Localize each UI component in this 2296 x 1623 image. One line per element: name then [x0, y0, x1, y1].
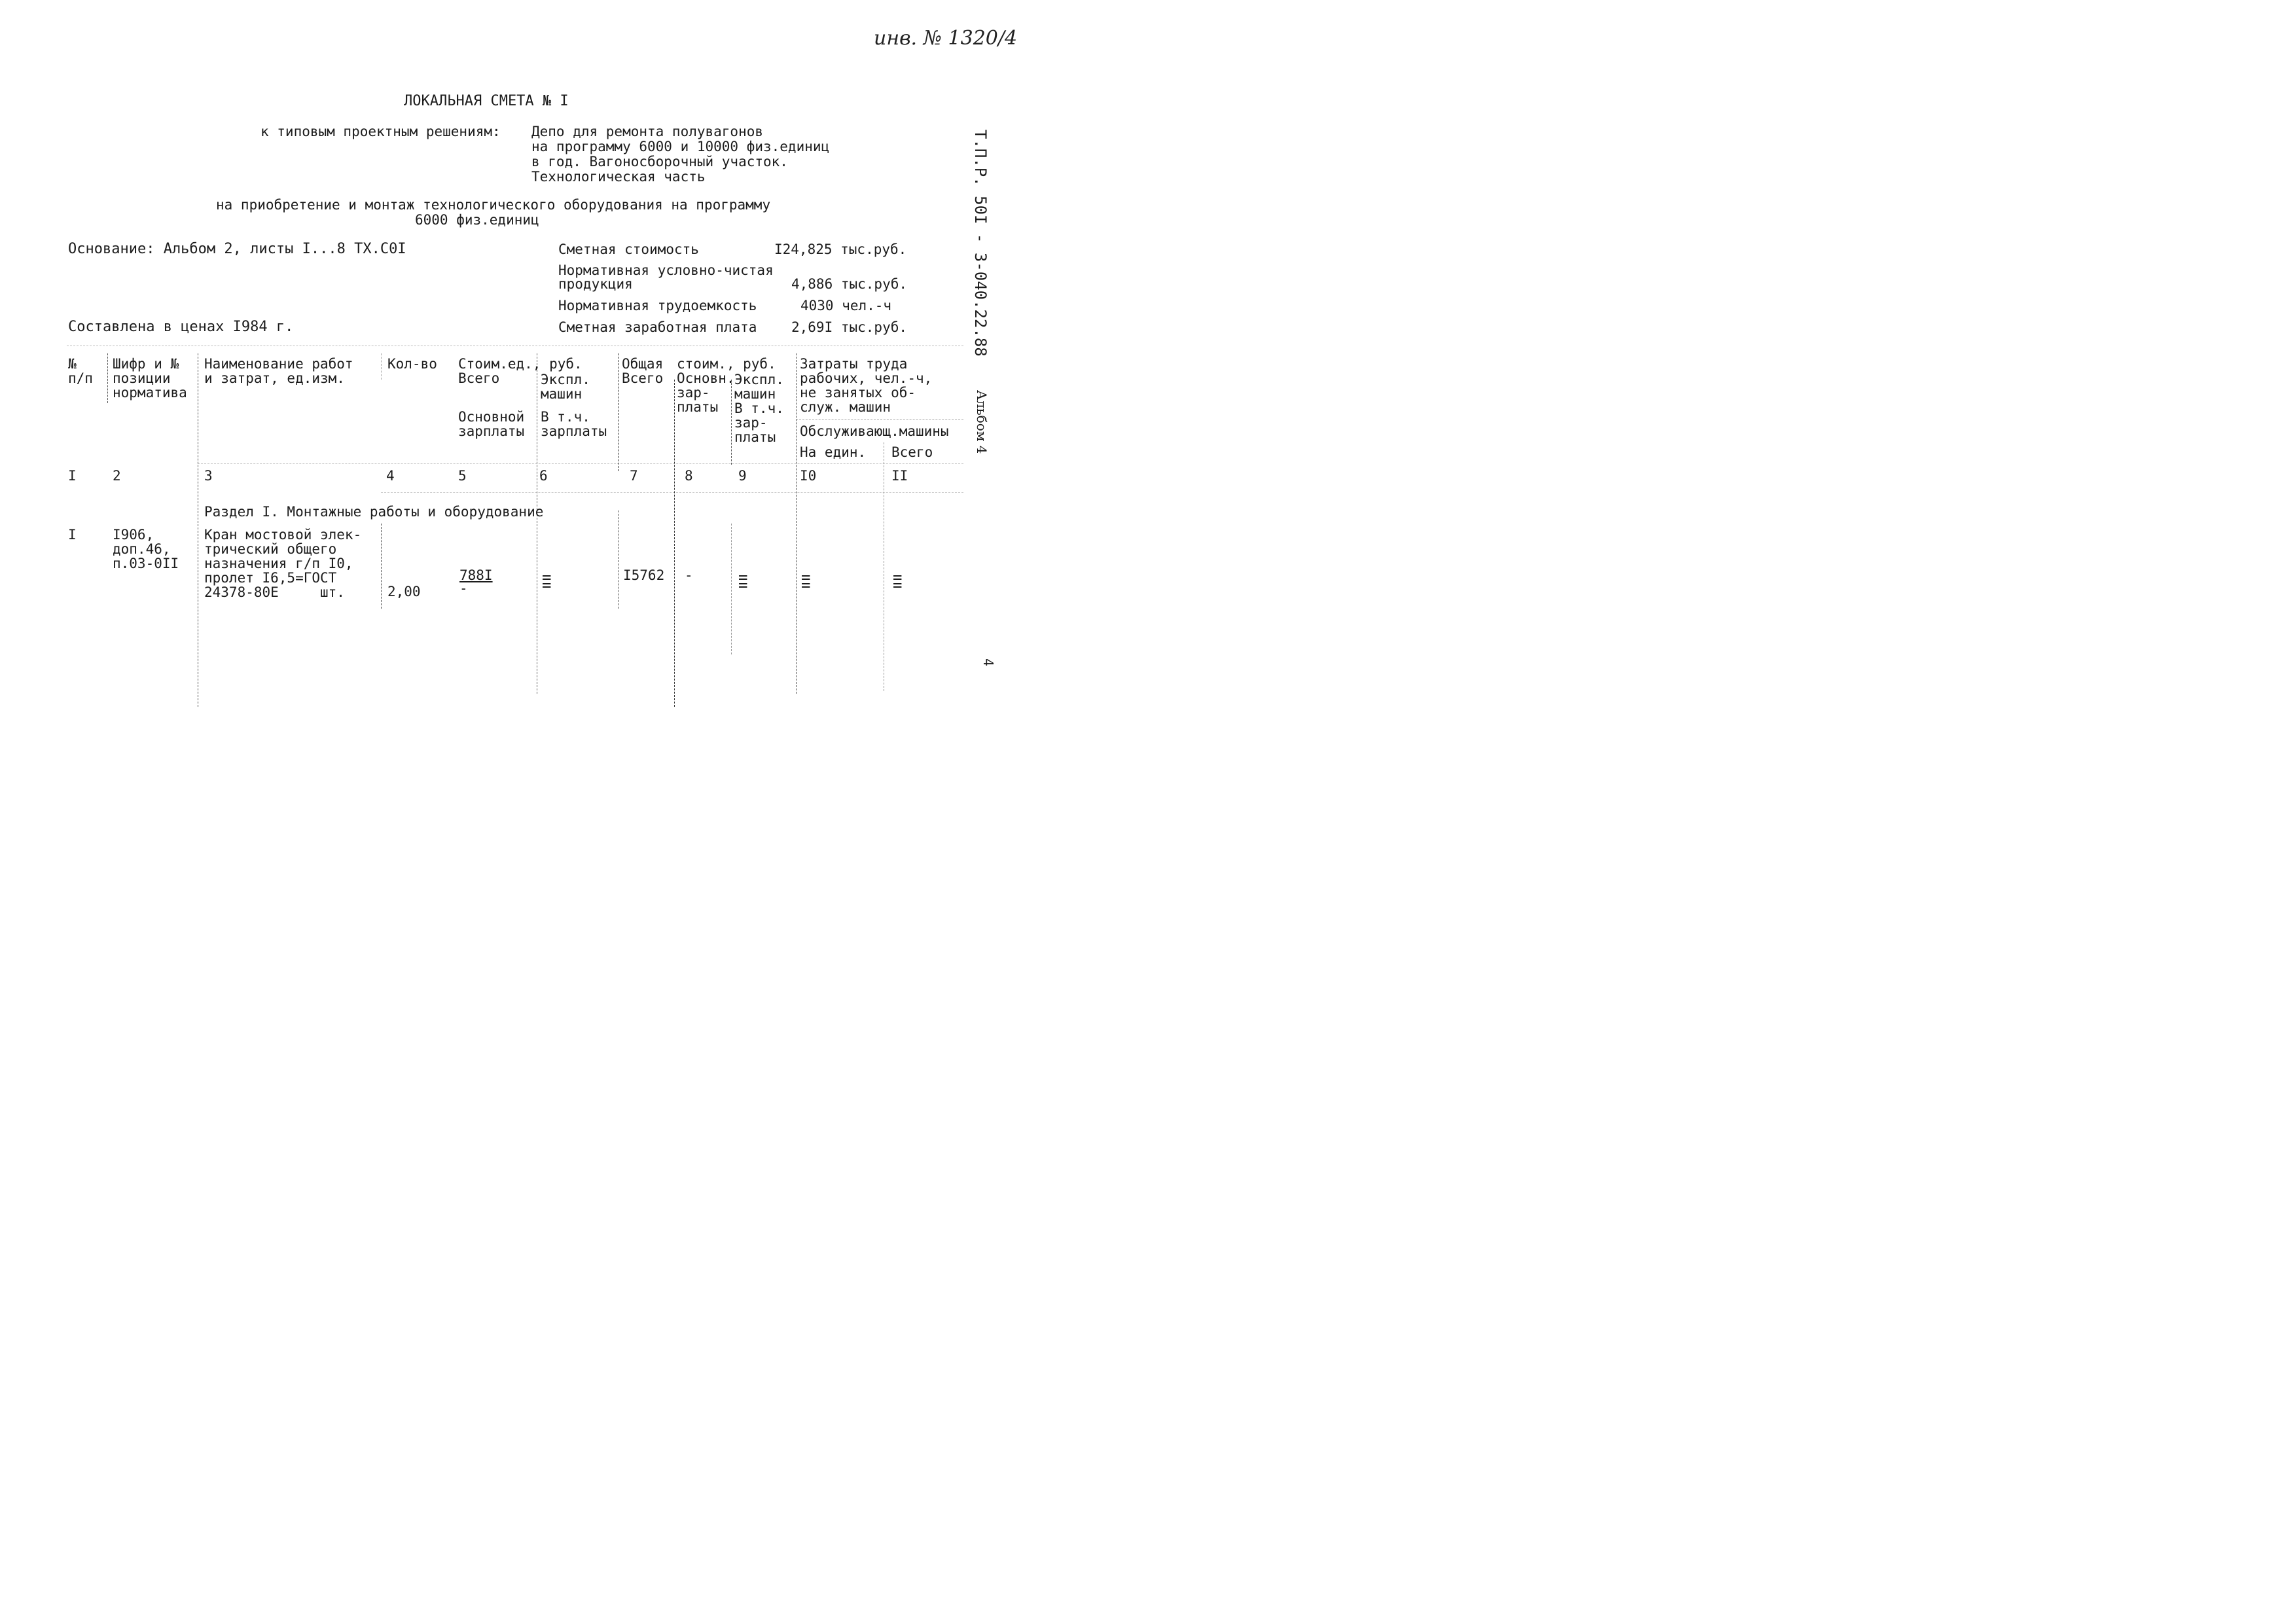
column-number: 7: [630, 468, 638, 484]
column-number: I0: [800, 468, 817, 484]
row-unit-total: 788I: [459, 567, 493, 583]
column-number: 8: [685, 468, 693, 484]
header-unit-machines: Экспл. машин: [541, 372, 590, 402]
subject-line-3: в год. Вагоносборочный участок.: [531, 154, 788, 169]
subject-prefix: к типовым проектным решениям:: [260, 124, 501, 139]
header-labor-per-unit: На един.: [800, 444, 867, 460]
column-number: II: [891, 468, 908, 484]
column-divider-7: [618, 353, 619, 471]
subject-line-4: Технологическая часть: [531, 169, 706, 185]
header-bottom-rule: [198, 463, 963, 464]
column-divider-7b: [618, 510, 619, 609]
column-divider-8: [674, 380, 675, 707]
wage-fund-label: Сметная заработная плата: [558, 319, 757, 335]
header-row-number: № п/п: [68, 356, 93, 386]
subject-line-1: Депо для ремонта полувагонов: [531, 124, 764, 139]
purpose-line-1: на приобретение и монтаж технологического оборудования на программу: [216, 197, 771, 213]
side-document-code: Т.П.Р. 50I - 3-040.22.88: [971, 130, 990, 357]
row-total-wage: -: [685, 567, 693, 583]
net-product-label-1: Нормативная условно-чистая: [558, 262, 774, 278]
header-unit-cost: Стоим.ед., руб. Всего: [458, 356, 583, 386]
estimated-cost-value: I24,825 тыс.руб.: [774, 241, 907, 257]
row-labor-per-unit: = =: [801, 568, 811, 594]
header-labor-total: Всего: [891, 444, 933, 460]
header-work-name: Наименование работ и затрат, ед.изм.: [204, 356, 353, 386]
row-total-machines: = =: [738, 568, 748, 594]
column-number: I: [68, 468, 77, 484]
row-unit-wage: -: [459, 580, 468, 596]
net-product-value: 4,886 тыс.руб.: [791, 276, 908, 292]
labor-subheader-rule: [796, 419, 963, 420]
row-unit-machines: = =: [542, 568, 552, 594]
column-number: 3: [204, 468, 213, 484]
column-divider-4: [381, 353, 382, 380]
column-divider-10: [796, 353, 797, 694]
wage-fund-value: 2,69I тыс.руб.: [791, 319, 908, 335]
row-total: I5762: [623, 567, 665, 583]
row-number: I: [68, 527, 77, 543]
column-divider-4b: [381, 524, 382, 609]
header-labor: Затраты труда рабочих, чел.-ч, не занятых об- служ. машин: [800, 356, 933, 415]
document-title: ЛОКАЛЬНАЯ СМЕТА № I: [404, 93, 569, 109]
row-quantity: 2,00: [387, 584, 421, 599]
labor-intensity-label: Нормативная трудоемкость: [558, 298, 757, 313]
header-total: Общая Всего: [622, 356, 664, 386]
inventory-number: инв. № 1320/4: [874, 27, 1018, 50]
header-labor-machines: Обслуживающ.машины: [800, 423, 949, 439]
net-product-label-2: продукция: [558, 276, 633, 292]
purpose-line-2: 6000 физ.единиц: [415, 212, 539, 228]
row-code: I906, доп.46, п.03-0II: [113, 527, 179, 571]
column-number: 2: [113, 468, 121, 484]
basis-line: Основание: Альбом 2, листы I...8 ТХ.С0I: [68, 241, 406, 257]
subject-line-2: на программу 6000 и 10000 физ.единиц: [531, 139, 830, 154]
column-number: 4: [386, 468, 395, 484]
header-unit-incl-wage: В т.ч. зарплаты: [541, 409, 607, 439]
page-number: 4: [980, 658, 996, 667]
header-total-wage: стоим., руб. Основн. зар- платы: [677, 356, 776, 415]
row-labor-total: = =: [893, 568, 903, 594]
column-number: 6: [539, 468, 548, 484]
header-unit-base-wage: Основной зарплаты: [458, 409, 525, 439]
section-title: Раздел I. Монтажные работы и оборудование: [204, 504, 544, 520]
column-divider-2: [107, 353, 108, 403]
labor-intensity-value: 4030 чел.-ч: [800, 298, 892, 313]
prices-line: Составлена в ценах I984 г.: [68, 319, 294, 335]
estimated-cost-label: Сметная стоимость: [558, 241, 699, 257]
header-quantity: Кол-во: [387, 356, 437, 372]
header-code: Шифр и № позиции норматива: [113, 356, 187, 401]
column-number: 5: [458, 468, 467, 484]
column-number: 9: [738, 468, 747, 484]
colnum-bottom-rule: [381, 492, 963, 493]
row-name: Кран мостовой элек- трический общего назначения г/п I0, пролет I6,5=ГОСТ 24378-80Е шт.: [204, 527, 362, 600]
column-divider-9b: [731, 524, 732, 654]
side-album-label: Альбом 4: [974, 390, 990, 454]
header-total-machines: Экспл. машин В т.ч. зар- платы: [734, 372, 784, 445]
